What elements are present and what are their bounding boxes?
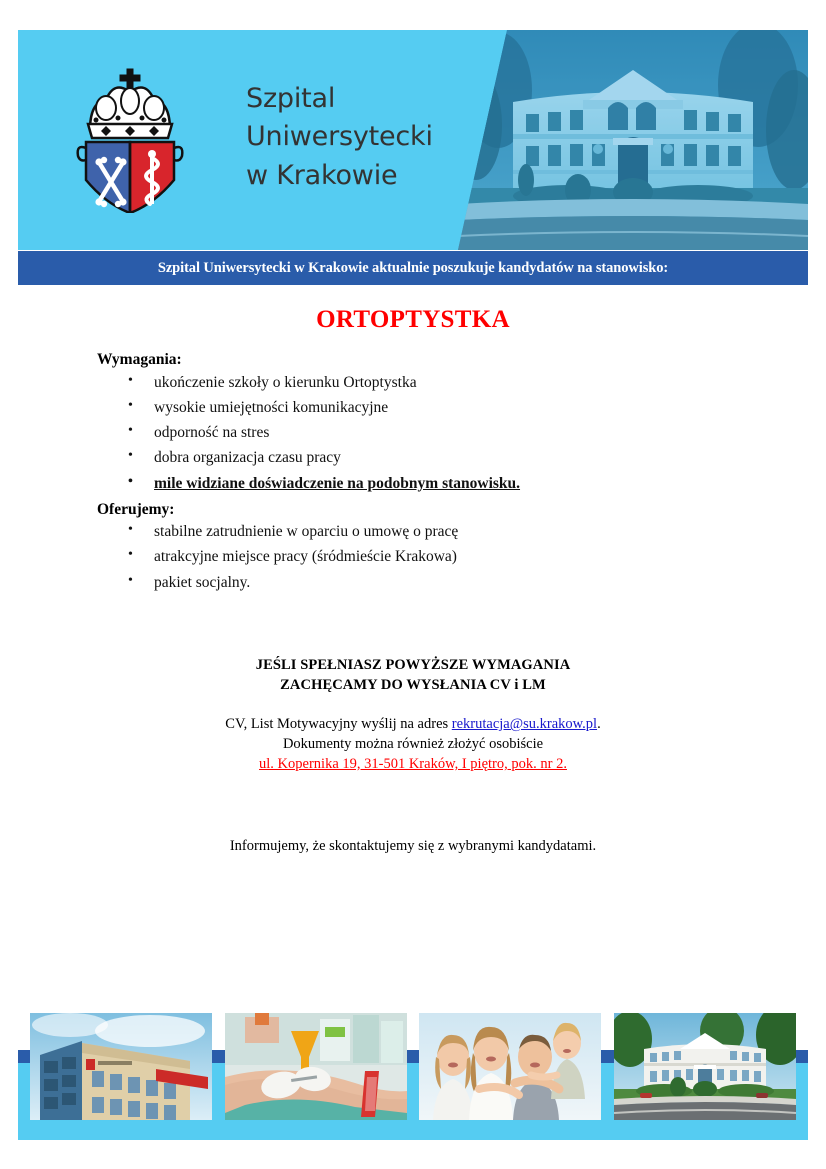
cta-heading-line-2: ZACHĘCAMY DO WYSŁANIA CV i LM — [280, 677, 546, 693]
cta-heading-line-1: JEŚLI SPEŁNIASZ POWYŻSZE WYMAGANIA — [255, 657, 571, 673]
footer-photo-family — [419, 1013, 601, 1120]
footer-photo-modern-building — [30, 1013, 212, 1120]
footer-photo-gallery — [18, 1013, 808, 1129]
cta-heading — [0, 655, 826, 695]
list-item: • stabilne zatrudnienie w oparciu o umowę o pracę — [97, 523, 717, 541]
list-item: • wysokie umiejętności komunikacyjne — [97, 399, 717, 417]
list-item: • pakiet socjalny. — [97, 574, 717, 592]
list-item: • dobra organizacja czasu pracy — [97, 449, 717, 467]
office-address: ul. Kopernika 19, 31-501 Kraków, I piętro, pok. nr 2. — [259, 756, 567, 772]
announcement-text: Szpital Uniwersytecki w Krakowie aktualnie poszukuje kandydatów na stanowisko: — [157, 259, 669, 276]
hospital-name-line-3: w Krakowie — [246, 159, 398, 191]
cta-email-prefix: CV, List Motywacyjny wyślij na adres — [225, 716, 452, 732]
list-item: • odporność na stres — [97, 424, 717, 442]
cta-alt-line: Dokumenty można również złożyć osobiście — [282, 736, 544, 752]
requirements-list — [97, 374, 717, 493]
cta-body — [0, 714, 826, 774]
cta-email-line — [0, 714, 826, 734]
job-details — [97, 352, 717, 599]
footer-strip — [18, 1050, 808, 1140]
call-to-action — [0, 655, 826, 774]
list-item: • atrakcyjne miejsce pracy (śródmieście Krakowa) — [97, 548, 717, 566]
requirements-heading: Wymagania: — [97, 351, 182, 368]
contact-note: Informujemy, że skontaktujemy się z wybranymi kandydatami. — [229, 838, 597, 854]
list-item: • mile widziane doświadczenie na podobnym stanowisku. — [97, 475, 717, 493]
offers-heading: Oferujemy: — [97, 500, 175, 518]
job-title: ORTOPTYSTKA — [316, 306, 510, 333]
offers-list — [97, 523, 717, 591]
footer-photo-blood-draw — [225, 1013, 407, 1120]
hospital-name — [246, 80, 476, 195]
recruitment-email-link[interactable]: rekrutacja@su.krakow.pl — [451, 716, 598, 732]
footer-photo-historic-building — [614, 1013, 796, 1120]
hospital-name-line-2: Uniwersytecki — [246, 121, 433, 153]
header-banner — [18, 30, 808, 250]
header-building-photo — [458, 30, 808, 250]
list-item: • ukończenie szkoły o kierunku Ortoptystka — [97, 374, 717, 392]
cta-email-suffix: . — [597, 716, 601, 732]
hospital-name-line-1: Szpital — [246, 83, 336, 114]
hospital-crest-icon — [66, 68, 194, 213]
announcement-banner — [18, 251, 808, 285]
